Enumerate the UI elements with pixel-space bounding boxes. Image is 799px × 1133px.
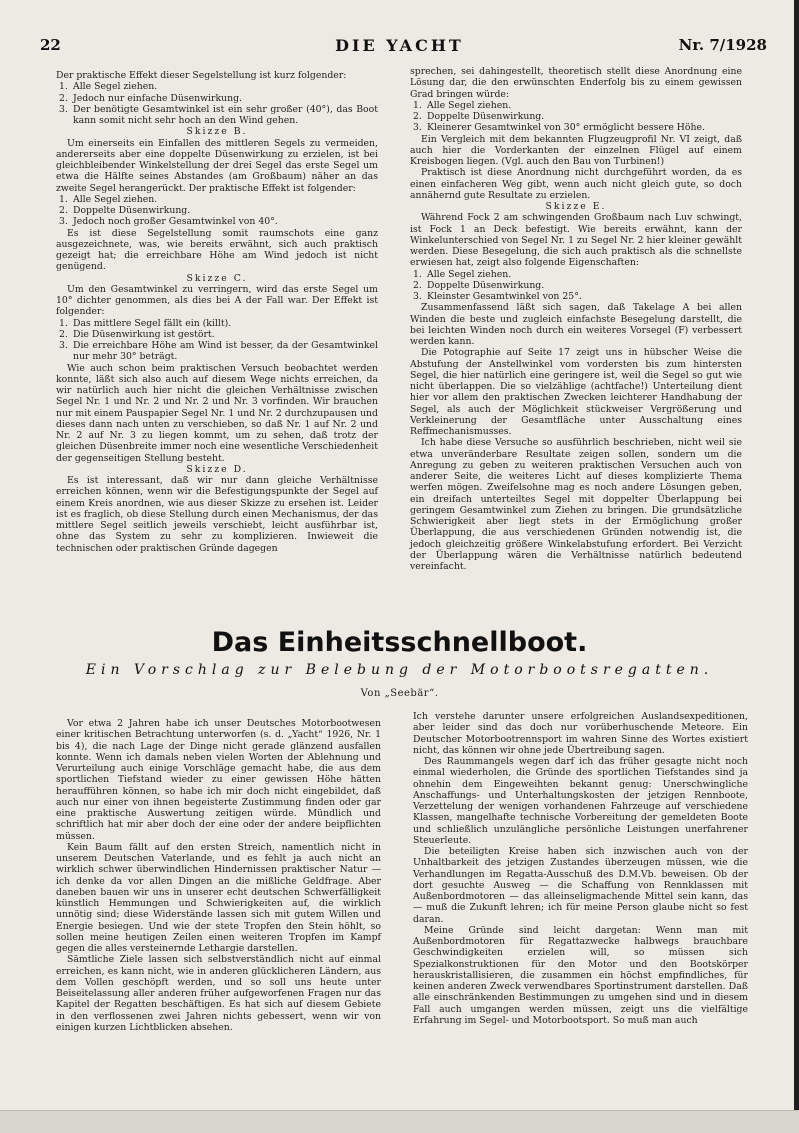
section-heading: Skizze E.	[545, 201, 607, 212]
list-text: Das mittlere Segel fällt ein (killt).	[73, 317, 232, 329]
list-item	[56, 318, 378, 329]
paragraph: Während Fock 2 am schwingenden Großbaum nach Luv schwingt, ist Fock 1 an Deck befestigt. Wie bereits erwähnt, kann der Winkelunterschied von Segel Nr. 1 zu Segel Nr. 2 hier kleiner gewählt werden. Diese Besegelung, die sich auch praktisch als die schnellste erwiesen hat, zeigt also folgende Eigenschaften:	[410, 212, 742, 269]
list-text: Doppelte Düsenwirkung.	[427, 111, 545, 122]
list-number: 2.	[59, 328, 68, 340]
list-text: Doppelte Düsenwirkung.	[73, 205, 191, 216]
list-item	[56, 81, 378, 92]
paragraph: Ein Vergleich mit dem bekannten Flugzeugprofil Nr. VI zeigt, daß auch hier die Vorderkanten der einzelnen Flügel auf einem Kreisbogen liegen. (Vgl. auch den Bau von Turbinen!)	[410, 133, 742, 167]
paragraph: sprechen, sei dahingestellt, theoretisch stellt diese Anordnung eine Lösung dar, die den erwünschten Enderfolg bis zu einem gewissen Grad bringen würde:	[410, 66, 742, 100]
list-item	[410, 269, 742, 280]
left-column-lower	[56, 718, 381, 1033]
paragraph: Es ist interessant, daß wir nur dann gleiche Verhältnisse erreichen können, wenn wir die Befestigungspunkte der Segel auf einem Kreis anordnen, wie aus dieser Skizze zu ersehen ist. Leider ist es fraglich, ob diese Stellung durch einen Mechanismus, der das mittlere Segel seitlich jeweils verschiebt, leicht ausführbar ist, ohne das System zu sehr zu komplizieren. Inwieweit die technischen oder praktischen Gründe dagegen	[56, 475, 378, 554]
list-item	[56, 329, 378, 340]
list-item	[56, 93, 378, 104]
list-number: 1.	[59, 81, 68, 93]
paragraph: Die Potographie auf Seite 17 zeigt uns in hübscher Weise die Abstufung der Anstellwinkel vom vordersten bis zum hintersten Segel, die hier natürlich eine geringere ist, weil die Segel so gut wie nicht überlappen. Die so vielzählige (achtfache!) Unterteilung dient hier vor allem den praktischen Zwecken leichterer Handhabung der Segel, als auch der Möglichkeit stückweiser Vergrößerung und Verkleinerung der Gesamtfläche unter Ausschaltung eines Reffmechanismusses.	[410, 347, 742, 437]
list-text: Alle Segel ziehen.	[427, 268, 512, 280]
issue-number: Nr. 7/1928	[678, 36, 767, 54]
list-text: Alle Segel ziehen.	[427, 99, 512, 111]
list-text: Der benötigte Gesamtwinkel ist ein sehr großer (40°), das Boot kann somit nicht sehr hoch an den Wind gehen.	[73, 103, 378, 126]
scan-edge	[794, 0, 799, 1133]
article-subtitle: Ein Vorschlag zur Belebung der Motorbootsregatten.	[85, 662, 714, 678]
paragraph: Ich verstehe darunter unsere erfolgreichen Auslandsexpeditionen, aber leider sind das doch nur vorüberhuschende Meteore. Ein Deutscher Motorbootrennsport im wahren Sinne des Wortes existiert nicht, das können wir ohne jede Übertreibung sagen.	[413, 711, 748, 756]
list-item	[56, 205, 378, 216]
section-heading: Skizze C.	[186, 272, 248, 284]
article-author: Von „Seebär“.	[360, 688, 439, 699]
list-text: Alle Segel ziehen.	[73, 193, 158, 205]
list-item	[410, 111, 742, 122]
paragraph: Die beteiligten Kreise haben sich inzwischen auch von der Unhaltbarkeit des jetzigen Zustandes überzeugen müssen, wie die Verhandlungen im Regatta-Ausschuß des D.M.Vb. beweisen. Ob der dort gesuchte Ausweg — die Schaffung von Rennklassen mit Außenbordmotoren — das alleinseligmachende Mittel sein kann, das — muß die Zukunft lehren; ich für meine Person glaube nicht so fest daran.	[413, 846, 748, 925]
scan-bottom-margin	[0, 1110, 799, 1133]
list-item	[56, 194, 378, 205]
section-heading: Skizze B.	[186, 126, 248, 138]
list-text: Kleinster Gesamtwinkel von 25°.	[427, 291, 582, 302]
paragraph: Des Raummangels wegen darf ich das früher gesagte nicht noch einmal wiederholen, die Gründe des sportlichen Tiefstandes sind ja ohnehin dem Eingeweihten bekannt genug: Unerschwingliche Anschaffungs- und Unterhaltungskosten der jetzigen Rennboote, Verzettelung der wenigen vorhandenen Fahrzeuge auf verschiedene Klassen, mangelhafte technische Vorbereitung der gemeldeten Boote und schließlich unzulängliche persönliche Leistungen unerfahrener Steuerleute.	[413, 756, 748, 846]
right-column-upper	[410, 66, 742, 572]
list-item	[56, 340, 378, 363]
list-number: 2.	[413, 279, 422, 291]
list-text: Die erreichbare Höhe am Wind ist besser, da der Gesamtwinkel nur mehr 30° beträgt.	[73, 340, 378, 363]
list-number: 1.	[413, 268, 422, 280]
list-number: 3.	[413, 122, 422, 134]
list-text: Die Düsenwirkung ist gestört.	[73, 328, 215, 340]
paragraph: Zusammenfassend läßt sich sagen, daß Takelage A bei allen Winden die beste und zugleich einfachste Besegelung darstellt, die bei leichten Winden noch durch ein weiteres Vorsegel (F) verbessert werden kann.	[410, 302, 742, 347]
paragraph: Der praktische Effekt dieser Segelstellung ist kurz folgender:	[56, 70, 347, 81]
page-number: 22	[40, 36, 61, 54]
article-title: Das Einheitsschnellboot.	[211, 627, 588, 658]
list-number: 3.	[59, 216, 68, 228]
paragraph: Vor etwa 2 Jahren habe ich unser Deutsches Motorbootwesen einer kritischen Betrachtung unterworfen (s. d. „Yacht“ 1926, Nr. 1 bis 4), die nach Lage der Dinge nicht gerade glänzend ausfallen konnte. Wenn ich damals neben vielen Worten der Ablehnung und Verurteilung auch einige Vorschläge gemacht habe, die aus dem sportlichen Tiefstand wieder zu einer gewissen Höhe hätten heraufführen können, so habe ich mir doch nicht eingebildet, daß auch nur einer von ihnen begeisterte Zustimmung finden oder gar eine praktische Auswertung zeitigen würde. Mündlich und schriftlich hat mir aber doch der eine oder der andere beipflichten müssen.	[56, 718, 381, 842]
list-item	[410, 280, 742, 291]
paragraph: Sämtliche Ziele lassen sich selbstverständlich nicht auf einmal erreichen, es kann nicht, wie in anderen glücklicheren Ländern, aus dem Vollen geschöpft werden, und so soll uns heute unter Beiseitelassung aller anderen früher aufgeworfenen Fragen nur das Kapitel der Regatten beschäftigen. Es hat sich auf diesem Gebiete in den verflossenen zwei Jahren nichts gebessert, wenn wir von einigen kurzen Lichtblicken absehen.	[56, 954, 381, 1033]
list-number: 3.	[413, 291, 422, 302]
paragraph: Praktisch ist diese Anordnung nicht durchgeführt worden, da es einen einfacheren Weg gibt, wenn auch nicht gleich gute, so doch annähernd gute Resultate zu erzielen.	[410, 167, 742, 201]
paragraph: Ich habe diese Versuche so ausführlich beschrieben, nicht weil sie etwa unveränderbare Resultate zeigen sollen, sondern um die Anregung zu geben zu weiteren praktischen Versuchen auch von anderer Seite, die weiteres Licht auf dieses komplizierte Thema werfen mögen. Zweifelsohne mag es noch andere Lösungen geben, ein dreifach unterteiltes Segel mit doppelter Überlappung bei geringem Gesamtwinkel zum Ziehen zu bringen. Die grundsätzliche Schwierigkeit aber liegt stets in der Ermöglichung großer Überlappung, die aus verschiedenen Gründen notwendig ist, die jedoch gleichzeitig größere Winkelabstufung erfordert. Bei Verzicht der Überlappung wären die Verhältnisse natürlich bedeutend vereinfacht.	[410, 437, 742, 572]
list-number: 1.	[413, 99, 422, 111]
paragraph: Um den Gesamtwinkel zu verringern, wird das erste Segel um 10° dichter genommen, als dies bei A der Fall war. Der Effekt ist folgender:	[56, 283, 378, 318]
section-heading: Skizze D.	[186, 463, 248, 475]
list-text: Jedoch noch großer Gesamtwinkel von 40°.	[73, 216, 278, 228]
left-column-upper	[56, 70, 378, 554]
list-number: 2.	[59, 205, 68, 216]
list-text: Kleinerer Gesamtwinkel von 30° ermöglicht bessere Höhe.	[427, 122, 705, 134]
list-item	[410, 122, 742, 133]
list-item	[56, 104, 378, 127]
list-number: 2.	[59, 92, 68, 104]
list-item	[410, 291, 742, 302]
list-text: Doppelte Düsenwirkung.	[427, 279, 545, 291]
list-number: 1.	[59, 193, 68, 205]
list-number: 3.	[59, 103, 68, 115]
list-number: 1.	[59, 317, 68, 329]
list-number: 2.	[413, 111, 422, 122]
list-item	[410, 100, 742, 111]
list-item	[56, 216, 378, 227]
paragraph: Um einerseits ein Einfallen des mittleren Segels zu vermeiden, andererseits aber eine doppelte Düsenwirkung zu erzielen, ist bei gleichbleibender Winkelstellung der drei Segel das erste Segel um etwa die Hälfte seines Abstandes (am Großbaum) näher an das zweite Segel herangerückt. Der praktische Effekt ist folgender:	[56, 137, 378, 194]
right-column-lower	[413, 711, 748, 1026]
list-text: Alle Segel ziehen.	[73, 81, 158, 93]
journal-title: DIE YACHT	[335, 36, 464, 55]
list-number: 3.	[59, 340, 68, 351]
list-text: Jedoch nur einfache Düsenwirkung.	[73, 92, 242, 104]
paragraph: Wie auch schon beim praktischen Versuch beobachtet werden konnte, läßt sich also auch auf diesem Wege nichts erreichen, da wir natürlich auch hier nicht die gleichen Verhältnisse zwischen Segel Nr. 1 und Nr. 2 und Nr. 2 und Nr. 3 vorfinden. Wir brauchen nur mit einem Pauspapier Segel Nr. 1 und Nr. 2 durchzupausen und dieses dann nach unten zu verschieben, so daß Nr. 1 auf Nr. 2 und Nr. 2 auf Nr. 3 zu liegen kommt, um zu sehen, daß trotz der gleichen Düsenbreite immer noch eine wesentliche Verschiedenheit der gegenseitigen Stellung besteht.	[56, 362, 378, 464]
paragraph: Meine Gründe sind leicht dargetan: Wenn man mit Außenbordmotoren für Regattazwecke halbwegs brauchbare Geschwindigkeiten erzielen will, so müssen sich Spezialkonstruktionen für den Motor und den Bootskörper herauskristallisieren, die zusammen ein höchst empfindliches, für keinen anderen Zweck verwendbares Sportinstrument darstellen. Daß alle einschränkenden Bestimmungen zu umgehen sind und in diesem Fall auch umgangen werden müssen, zeigt uns die vielfältige Erfahrung im Segel- und Motorbootsport. So muß man auch	[413, 924, 748, 1026]
paragraph: Es ist diese Segelstellung somit raumschots eine ganz ausgezeichnete, was, wie bereits erwähnt, sich auch praktisch gezeigt hat; die erreichbare Höhe am Wind jedoch ist nicht genügend.	[56, 227, 378, 273]
paragraph: Kein Baum fällt auf den ersten Streich, namentlich nicht in unserem Deutschen Vaterlande, und es fehlt ja auch nicht an wirklich schwer überwindlichen Hindernissen praktischer Natur — ich denke da vor allen Dingen an die mißliche Geldfrage. Aber daneben bauen wir uns in unserer echt deutschen Schwerfälligkeit künstlich Hemmungen und Schwierigkeiten auf, die wirklich unnötig sind; diese Widerstände lassen sich mit gutem Willen und Energie besiegen. Und wie der stete Tropfen den Stein höhlt, so sollen meine heutigen Zeilen einen weiteren Tropfen im Kampf gegen die alles versteinernde Lethargie darstellen.	[56, 841, 381, 954]
